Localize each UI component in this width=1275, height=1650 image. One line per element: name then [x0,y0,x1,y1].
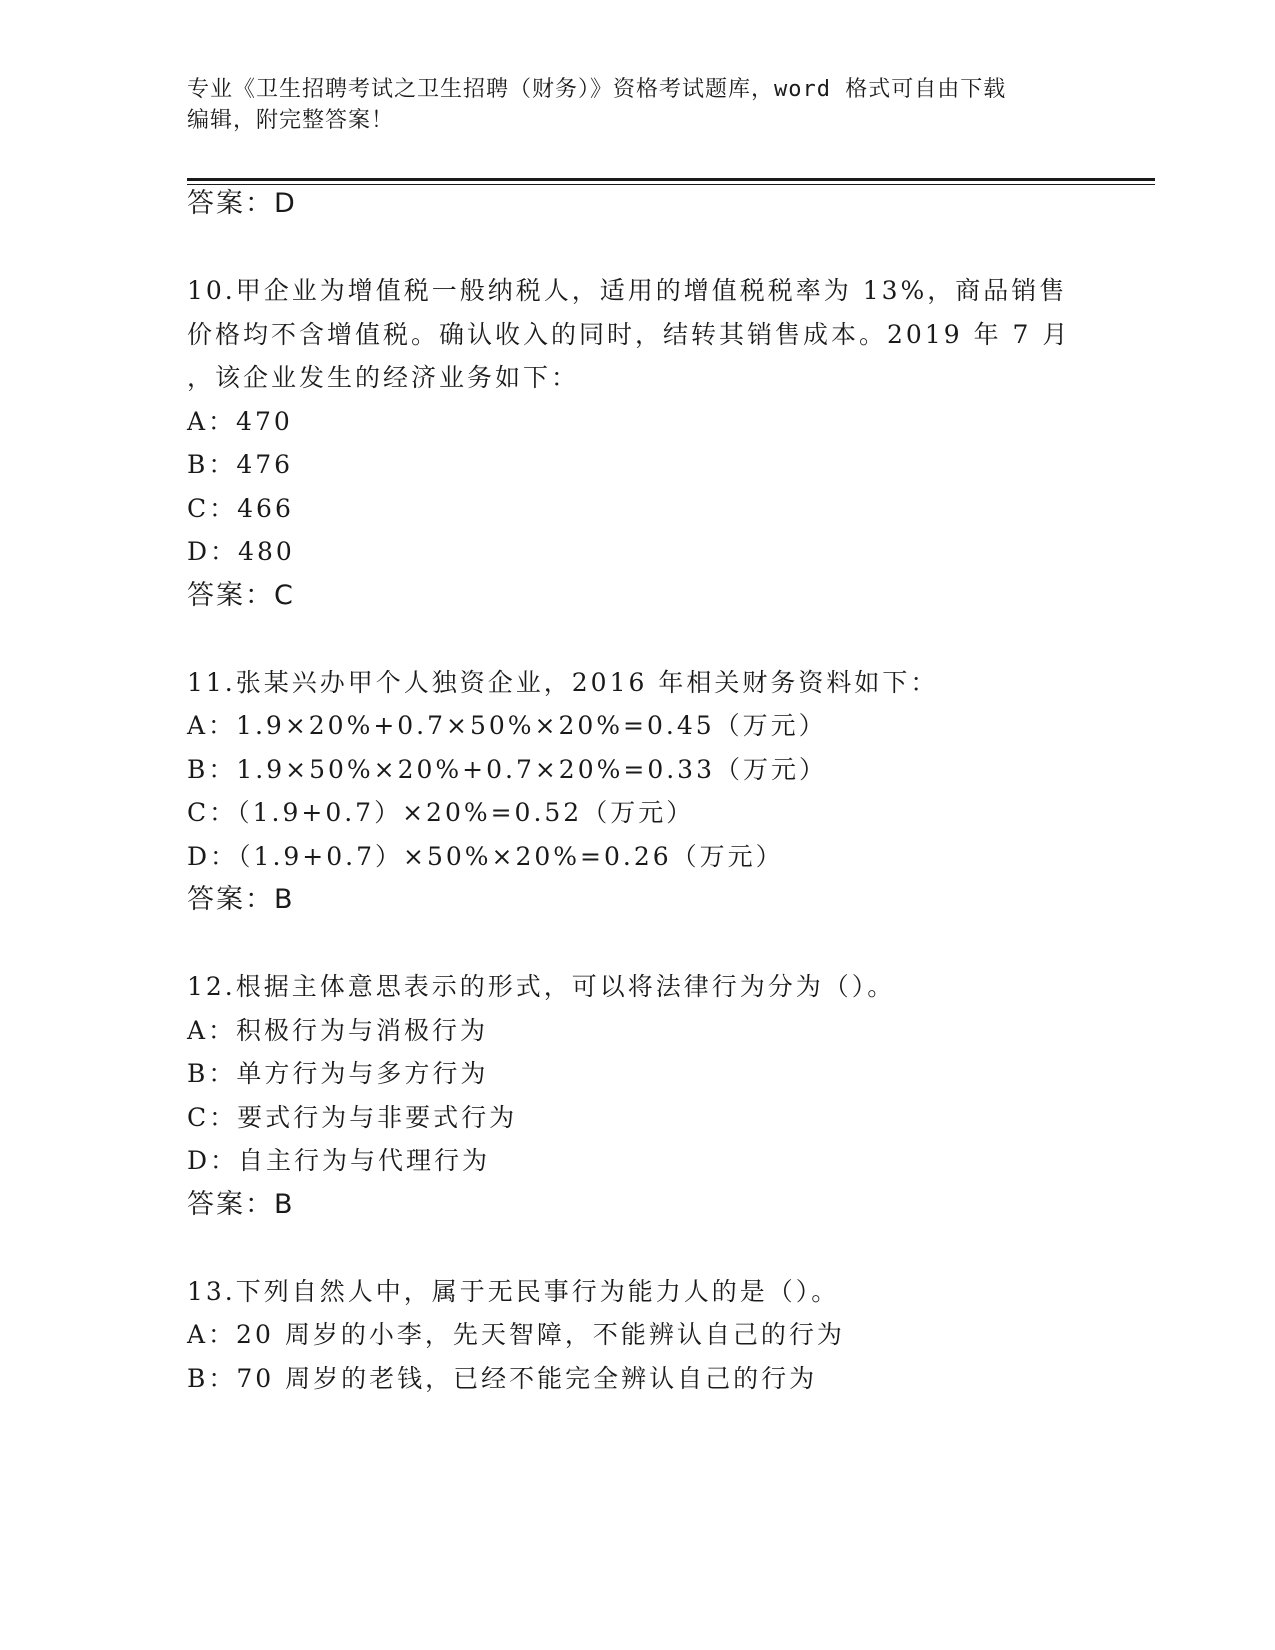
question-11-option-d: D：（1.9+0.7）×50%×20%=0.26（万元） [187,842,784,871]
question-12-stem: 12.根据主体意思表示的形式，可以将法律行为分为（）。 [187,972,896,1001]
question-11-stem: 11.张某兴办甲个人独资企业，2016 年相关财务资料如下： [187,668,939,697]
question-10-option-c: C：466 [187,494,294,523]
question-11-option-c: C：（1.9+0.7）×20%=0.52（万元） [187,798,695,827]
question-12-option-a: A：积极行为与消极行为 [187,1016,489,1045]
question-10-answer: 答案：C [187,580,295,611]
question-11-answer: 答案：B [187,884,295,915]
question-10-stem-line-3: ，该企业发生的经济业务如下： [187,363,580,392]
header-divider-thin [187,184,1155,185]
header-line-2: 编辑，附完整答案！ [187,108,395,133]
document-header [187,74,1067,136]
question-12-option-d: D：自主行为与代理行为 [187,1146,491,1175]
question-10-option-a: A：470 [187,407,293,436]
question-10-stem-line-1: 10.甲企业为增值税一般纳税人，适用的增值税税率为 13%，商品销售 [187,276,1068,305]
header-line-1: 专业《卫生招聘考试之卫生招聘（财务）》资格考试题库，word 格式可自由下载 [187,77,1007,102]
question-13-stem: 13.下列自然人中，属于无民事行为能力人的是（）。 [187,1277,840,1306]
question-12-option-b: B：单方行为与多方行为 [187,1059,489,1088]
answer-previous: 答案：D [187,188,297,219]
question-10-stem-line-2: 价格均不含增值税。确认收入的同时，结转其销售成本。2019 年 7 月 [187,320,1071,349]
question-10-option-b: B：476 [187,450,294,479]
question-13-option-a: A：20 周岁的小李，先天智障，不能辨认自己的行为 [187,1320,845,1349]
question-10-option-d: D：480 [187,537,295,566]
question-11-option-b: B：1.9×50%×20%+0.7×20%=0.33（万元） [187,755,827,784]
question-11-option-a: A：1.9×20%+0.7×50%×20%=0.45（万元） [187,711,827,740]
question-13-option-b: B：70 周岁的老钱，已经不能完全辨认自己的行为 [187,1364,818,1393]
question-12-answer: 答案：B [187,1189,295,1220]
header-divider-thick [187,178,1155,181]
question-12-option-c: C：要式行为与非要式行为 [187,1103,518,1132]
